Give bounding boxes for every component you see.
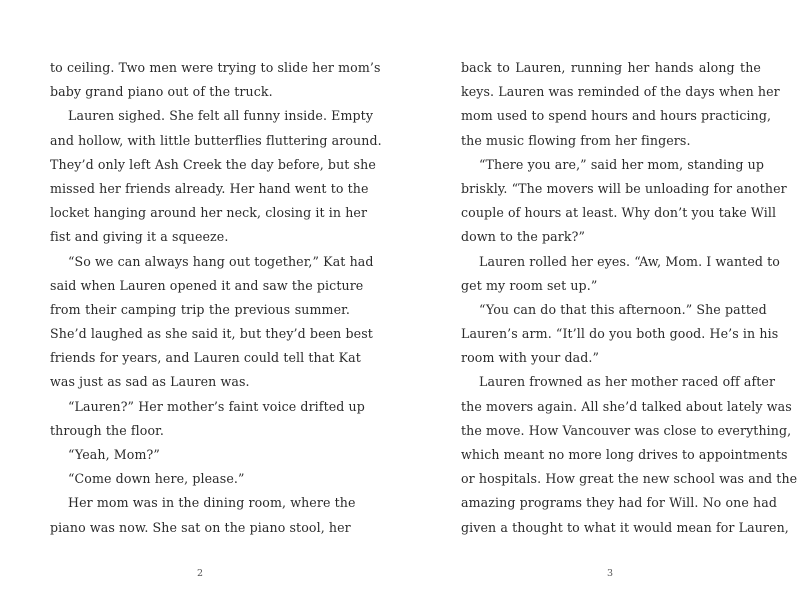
text-line: or hospitals. How great the new school was and the [461, 471, 798, 487]
text-line: “Come down here, please.” [68, 471, 245, 487]
text-line: She’d laughed as she said it, but they’d been best [50, 326, 373, 342]
text-line: Lauren rolled her eyes. “Aw, Mom. I wanted to [479, 253, 780, 269]
text-line: which meant no more long drives to appointments [461, 447, 788, 462]
page-number-left: 2 [196, 568, 204, 579]
text-line: “Yeah, Mom?” [68, 447, 160, 462]
text-line: They’d only left Ash Creek the day before, but she [50, 156, 376, 172]
text-line: amazing programs they had for Will. No one had [461, 495, 777, 511]
left-page [50, 56, 382, 540]
text-line: Lauren frowned as her mother raced off after [479, 374, 776, 390]
text-line: keys. Lauren was reminded of the days when her [461, 84, 780, 100]
text-line: was just as sad as Lauren was. [50, 374, 250, 390]
text-line: locket hanging around her neck, closing it in her [50, 205, 368, 221]
page-number-right: 3 [606, 568, 614, 579]
text-line: piano was now. She sat on the piano stool, her [50, 519, 351, 535]
text-line: Her mom was in the dining room, where the [68, 495, 356, 511]
text-line: and hollow, with little butterflies fluttering around. [50, 132, 382, 148]
text-line: briskly. “The movers will be unloading for another [461, 180, 787, 196]
text-line: baby grand piano out of the truck. [50, 84, 273, 100]
text-line: the music flowing from her fingers. [461, 132, 691, 148]
text-line: get my room set up.” [461, 277, 598, 293]
text-line: Lauren sighed. She felt all funny inside. Empty [68, 108, 374, 124]
text-line: the move. How Vancouver was close to everything, [461, 422, 792, 438]
text-line: back to Lauren, running her hands along the [461, 60, 761, 75]
text-line: room with your dad.” [461, 350, 600, 366]
text-line: “Lauren?” Her mother’s faint voice drifted up [68, 398, 365, 414]
text-line: “There you are,” said her mom, standing up [479, 156, 765, 172]
text-line: through the floor. [50, 422, 164, 438]
text-line: friends for years, and Lauren could tell that Kat [50, 350, 361, 366]
text-line: Lauren’s arm. “It’ll do you both good. He’s in his [461, 326, 779, 342]
text-line: to ceiling. Two men were trying to slide her mom’s [50, 60, 381, 75]
text-line: “You can do that this afternoon.” She patted [479, 301, 767, 317]
text-line: down to the park?” [461, 229, 586, 245]
text-line: given a thought to what it would mean for Lauren, [461, 519, 789, 535]
right-page [461, 56, 798, 540]
text-line: fist and giving it a squeeze. [50, 229, 229, 245]
text-line: “So we can always hang out together,” Kat had [68, 253, 374, 269]
text-line: missed her friends already. Her hand went to the [50, 180, 369, 196]
text-line: from their camping trip the previous summer. [50, 301, 350, 317]
text-line: the movers again. All she’d talked about lately was [461, 398, 792, 414]
text-line: mom used to spend hours and hours practicing, [461, 108, 772, 124]
text-line: couple of hours at least. Why don’t you take Will [461, 205, 777, 221]
text-line: said when Lauren opened it and saw the picture [50, 277, 364, 293]
